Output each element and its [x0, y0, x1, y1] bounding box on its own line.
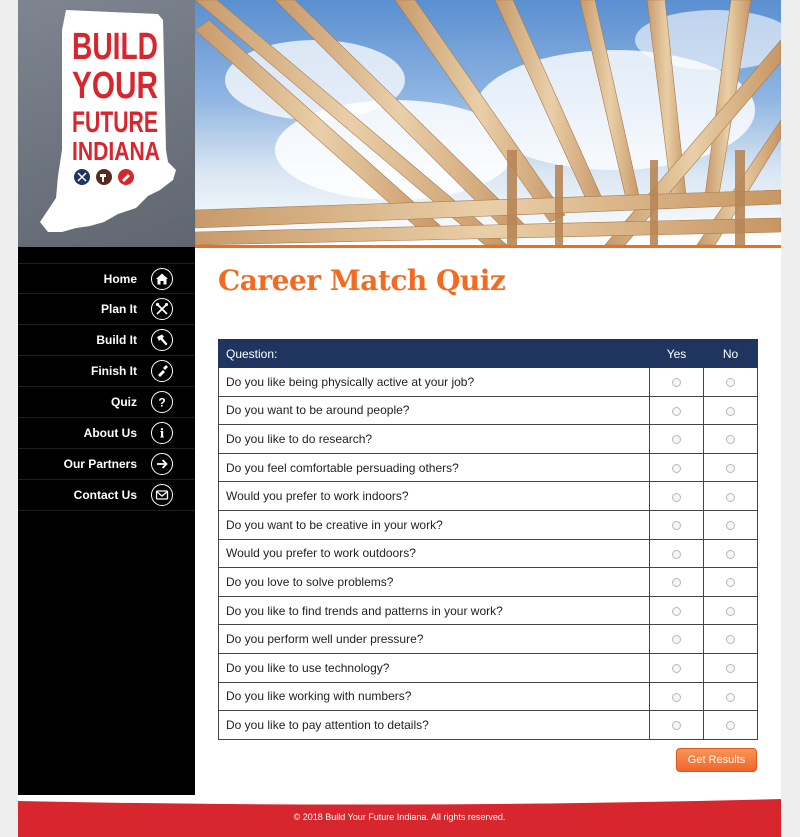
- nav-item-label: Our Partners: [63, 457, 137, 471]
- nav-item-about-us[interactable]: [18, 418, 195, 449]
- quiz-question: Do you like to use technology?: [219, 653, 650, 682]
- yes-cell: [650, 425, 704, 454]
- no-radio[interactable]: [726, 721, 735, 730]
- quiz-question: Do you want to be around people?: [219, 396, 650, 425]
- hero-image: [195, 0, 781, 245]
- yes-radio[interactable]: [672, 378, 681, 387]
- yes-cell: [650, 596, 704, 625]
- yes-cell: [650, 368, 704, 397]
- footer-copyright: © 2018 Build Your Future Indiana. All rights reserved.: [293, 812, 506, 822]
- nav-item-home[interactable]: [18, 263, 195, 294]
- quiz-row: [219, 396, 758, 425]
- svg-text:YOUR: YOUR: [72, 65, 158, 107]
- quiz-row: [219, 711, 758, 740]
- no-cell: [704, 711, 758, 740]
- yes-cell: [650, 510, 704, 539]
- no-cell: [704, 453, 758, 482]
- yes-cell: [650, 568, 704, 597]
- page-title: Career Match Quiz: [218, 264, 506, 297]
- no-cell: [704, 396, 758, 425]
- no-radio[interactable]: [726, 521, 735, 530]
- home-icon: [151, 268, 173, 290]
- nav-item-label: Plan It: [100, 302, 137, 316]
- footer-wave: [18, 795, 781, 807]
- quiz-row: [219, 482, 758, 511]
- quiz-question: Do you perform well under pressure?: [219, 625, 650, 654]
- quiz-question: Do you love to solve problems?: [219, 568, 650, 597]
- logo-panel: [18, 0, 195, 247]
- nav-item-build-it[interactable]: [18, 325, 195, 356]
- svg-text:?: ?: [158, 395, 166, 409]
- nav-item-plan-it[interactable]: [18, 294, 195, 325]
- yes-radio[interactable]: [672, 664, 681, 673]
- footer: [18, 795, 781, 837]
- yes-radio[interactable]: [672, 407, 681, 416]
- no-radio[interactable]: [726, 693, 735, 702]
- yes-cell: [650, 539, 704, 568]
- question-icon: [151, 391, 173, 413]
- no-cell: [704, 510, 758, 539]
- no-radio[interactable]: [726, 664, 735, 673]
- no-cell: [704, 482, 758, 511]
- nav-item-label: Contact Us: [73, 488, 137, 502]
- logo-hammer-icon: [96, 169, 112, 185]
- main-content: [195, 248, 781, 795]
- sidebar: [18, 247, 195, 795]
- nav-item-label: Finish It: [91, 364, 137, 378]
- yes-radio[interactable]: [672, 607, 681, 616]
- quiz-question: Would you prefer to work outdoors?: [219, 539, 650, 568]
- yes-radio[interactable]: [672, 721, 681, 730]
- quiz-table-body: [219, 368, 758, 740]
- quiz-question: Do you like being physically active at your job?: [219, 368, 650, 397]
- yes-cell: [650, 711, 704, 740]
- nav-item-our-partners[interactable]: [18, 449, 195, 480]
- sidebar-top-strip: [18, 247, 195, 263]
- no-cell: [704, 368, 758, 397]
- no-radio[interactable]: [726, 378, 735, 387]
- nav-item-label: Home: [103, 271, 137, 286]
- quiz-table-header: [219, 340, 758, 368]
- indiana-logo[interactable]: [18, 0, 195, 247]
- no-radio[interactable]: [726, 607, 735, 616]
- quiz-question: Do you want to be creative in your work?: [219, 510, 650, 539]
- quiz-table: [218, 339, 758, 740]
- yes-cell: [650, 682, 704, 711]
- svg-text:i: i: [159, 426, 165, 440]
- nav-item-finish-it[interactable]: [18, 356, 195, 387]
- arrow-right-icon: [151, 453, 173, 475]
- no-radio[interactable]: [726, 578, 735, 587]
- quiz-question: Do you like to find trends and patterns in your work?: [219, 596, 650, 625]
- nav-item-contact-us[interactable]: [18, 480, 195, 511]
- quiz-row: [219, 682, 758, 711]
- question-column-header: Question:: [219, 340, 650, 368]
- no-cell: [704, 653, 758, 682]
- mail-icon: [151, 484, 173, 506]
- svg-text:FUTURE: FUTURE: [72, 106, 158, 139]
- yes-radio[interactable]: [672, 550, 681, 559]
- no-radio[interactable]: [726, 550, 735, 559]
- no-radio[interactable]: [726, 493, 735, 502]
- quiz-row: [219, 510, 758, 539]
- quiz-row: [219, 653, 758, 682]
- quiz-question: Do you feel comfortable persuading others?: [219, 453, 650, 482]
- no-cell: [704, 425, 758, 454]
- quiz-row: [219, 539, 758, 568]
- no-radio[interactable]: [726, 464, 735, 473]
- quiz-row: [219, 453, 758, 482]
- svg-text:INDIANA: INDIANA: [72, 136, 161, 166]
- info-icon: [151, 422, 173, 444]
- yes-cell: [650, 482, 704, 511]
- yes-radio[interactable]: [672, 464, 681, 473]
- svg-text:BUILD: BUILD: [72, 26, 158, 68]
- yes-radio[interactable]: [672, 521, 681, 530]
- hammer-icon: [151, 329, 173, 351]
- no-radio[interactable]: [726, 635, 735, 644]
- nav-item-quiz[interactable]: [18, 387, 195, 418]
- quiz-question: Do you like to pay attention to details?: [219, 711, 650, 740]
- quiz-question: Do you like to do research?: [219, 425, 650, 454]
- quiz-row: [219, 368, 758, 397]
- quiz-question: Would you prefer to work indoors?: [219, 482, 650, 511]
- no-cell: [704, 625, 758, 654]
- logo-tools-icon: [74, 169, 90, 185]
- no-radio[interactable]: [726, 407, 735, 416]
- yes-cell: [650, 625, 704, 654]
- yes-column-header: Yes: [650, 340, 704, 368]
- yes-cell: [650, 453, 704, 482]
- yes-cell: [650, 653, 704, 682]
- quiz-row: [219, 596, 758, 625]
- tools-icon: [151, 298, 173, 320]
- no-cell: [704, 596, 758, 625]
- quiz-row: [219, 425, 758, 454]
- no-cell: [704, 539, 758, 568]
- yes-radio[interactable]: [672, 435, 681, 444]
- yes-radio[interactable]: [672, 693, 681, 702]
- quiz-question: Do you like working with numbers?: [219, 682, 650, 711]
- page: [18, 0, 781, 837]
- yes-radio[interactable]: [672, 578, 681, 587]
- yes-radio[interactable]: [672, 635, 681, 644]
- yes-cell: [650, 396, 704, 425]
- get-results-button[interactable]: Get Results: [676, 748, 757, 772]
- no-cell: [704, 568, 758, 597]
- nav-item-label: About Us: [83, 426, 137, 440]
- logo-brush-icon: [118, 169, 134, 185]
- nav-item-label: Quiz: [111, 395, 137, 409]
- quiz-row: [219, 625, 758, 654]
- no-radio[interactable]: [726, 435, 735, 444]
- no-column-header: No: [704, 340, 758, 368]
- nav-item-label: Build It: [96, 333, 137, 347]
- quiz-row: [219, 568, 758, 597]
- nav-list: [18, 263, 195, 511]
- yes-radio[interactable]: [672, 493, 681, 502]
- no-cell: [704, 682, 758, 711]
- brush-icon: [151, 360, 173, 382]
